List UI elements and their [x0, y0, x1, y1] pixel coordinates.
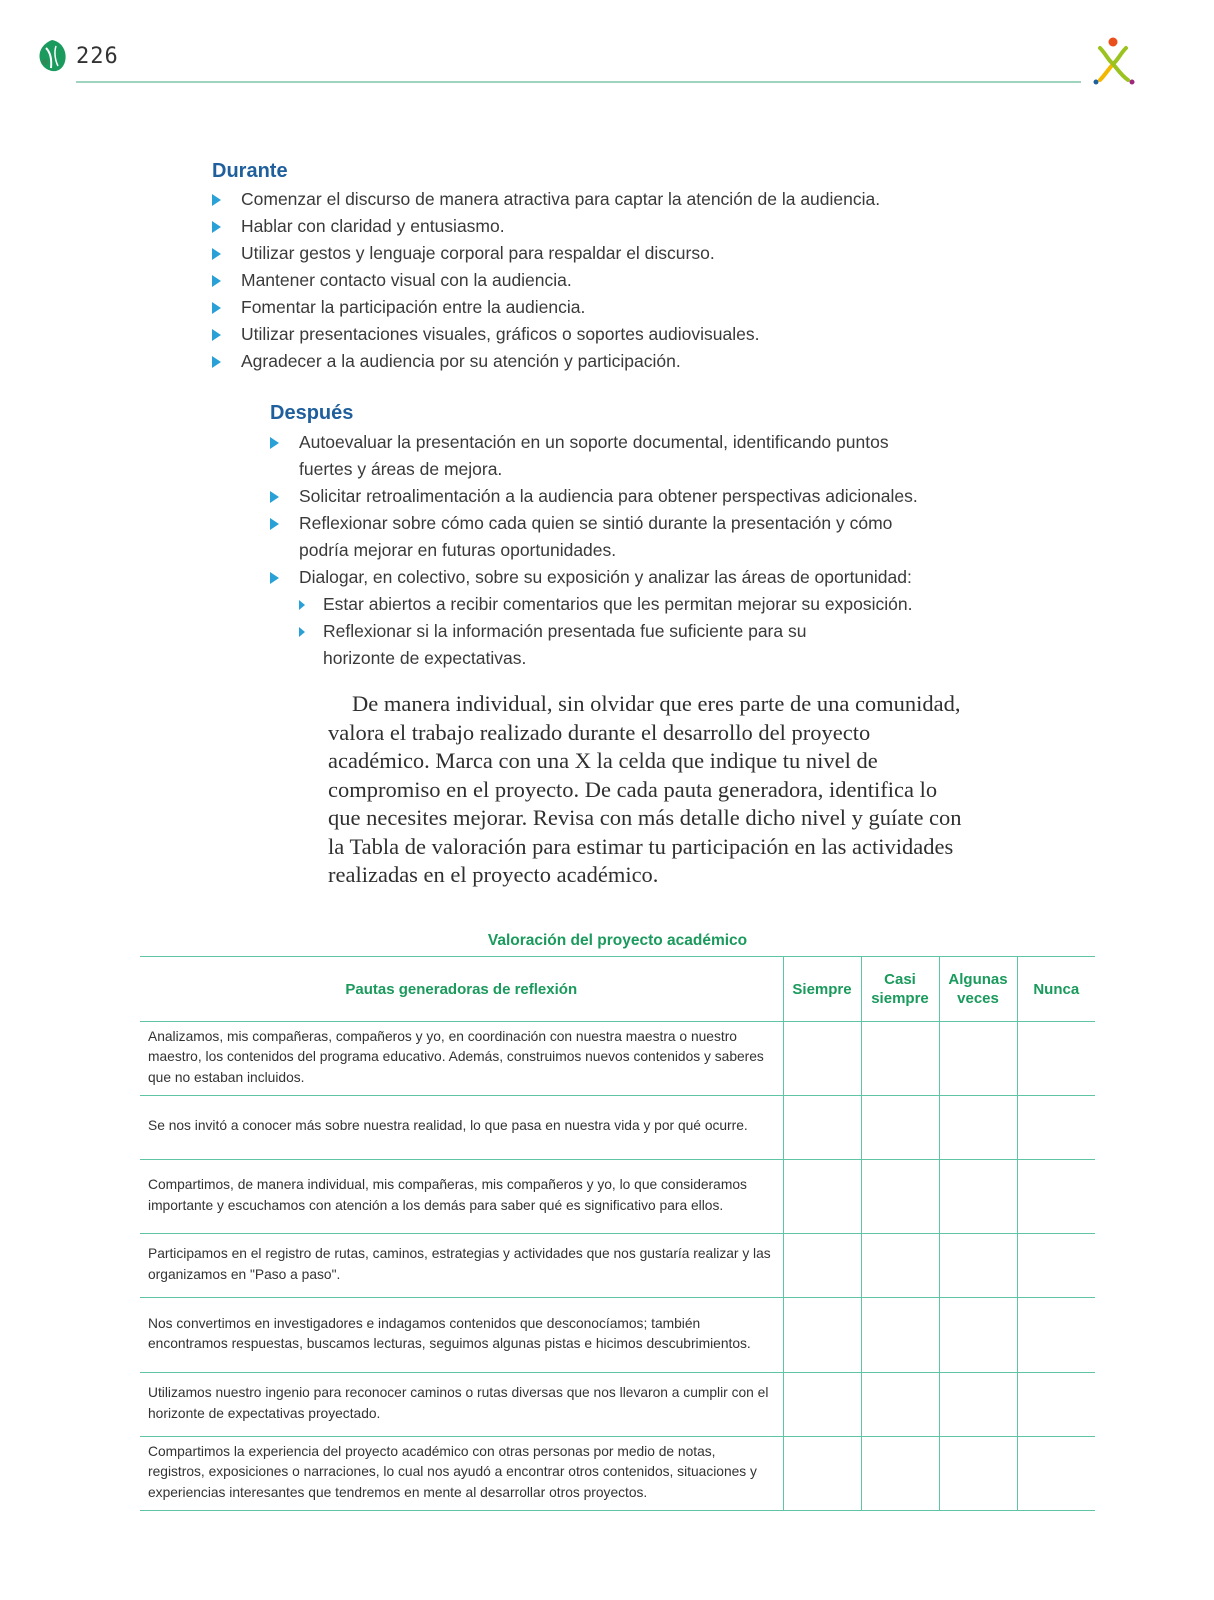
list-item: Reflexionar sobre cómo cada quien se sintió durante la presentación y cómo podría mejorar en futuras oportunidades.: [270, 510, 930, 564]
bullet-icon: [270, 572, 279, 584]
header-divider: [76, 81, 1081, 83]
bullet-icon: [299, 627, 305, 637]
bullet-icon: [212, 302, 221, 314]
table-row: [140, 1096, 1095, 1160]
table-header-row: [140, 957, 1095, 1022]
page-number: 226: [76, 44, 119, 69]
sub-list-item: Estar abiertos a recibir comentarios que les permitan mejorar su exposición.: [299, 591, 930, 618]
list-item: Mantener contacto visual con la audiencia.: [212, 267, 1032, 294]
cell-siempre[interactable]: [783, 1022, 861, 1096]
table-row: [140, 1022, 1095, 1096]
header-pautas: Pautas generadoras de reflexión: [140, 957, 783, 1022]
section-title-durante: Durante: [212, 160, 288, 182]
cell-nunca[interactable]: [1017, 1022, 1095, 1096]
cell-casi-siempre[interactable]: [861, 1160, 939, 1234]
header-algunas-veces: Algunas veces: [939, 957, 1017, 1022]
evaluation-table: [140, 956, 1095, 1511]
cell-algunas-veces[interactable]: [939, 1373, 1017, 1437]
cell-nunca[interactable]: [1017, 1437, 1095, 1511]
logo-icon: [1088, 34, 1138, 86]
list-item: Solicitar retroalimentación a la audiencia para obtener perspectivas adicionales.: [270, 483, 930, 510]
table-row: [140, 1160, 1095, 1234]
cell-algunas-veces[interactable]: [939, 1022, 1017, 1096]
cell-nunca[interactable]: [1017, 1160, 1095, 1234]
table-title: Valoración del proyecto académico: [487, 932, 748, 949]
bullet-icon: [270, 491, 279, 503]
list-item: Hablar con claridad y entusiasmo.: [212, 213, 1032, 240]
section-title-despues: Después: [270, 402, 354, 424]
row-text: Compartimos, de manera individual, mis compañeras, mis compañeros y yo, lo que consideramos importante y escuchamos con atención a los demás para saber qué es significativo para ellos.: [140, 1160, 783, 1234]
bullet-icon: [212, 248, 221, 260]
row-text: Participamos en el registro de rutas, caminos, estrategias y actividades que nos gustaría realizar y las organizamos en "Paso a paso".: [140, 1234, 783, 1298]
list-item: Comenzar el discurso de manera atractiva para captar la atención de la audiencia.: [212, 186, 1032, 213]
cell-casi-siempre[interactable]: [861, 1298, 939, 1373]
sub-list: [299, 591, 930, 672]
bullet-icon: [212, 329, 221, 341]
bullet-icon: [299, 600, 305, 610]
leaf-icon: [36, 38, 68, 74]
cell-casi-siempre[interactable]: [861, 1022, 939, 1096]
cell-siempre[interactable]: [783, 1373, 861, 1437]
cell-casi-siempre[interactable]: [861, 1437, 939, 1511]
durante-list: [212, 186, 1032, 375]
list-item: Utilizar gestos y lenguaje corporal para respaldar el discurso.: [212, 240, 1032, 267]
cell-siempre[interactable]: [783, 1234, 861, 1298]
table-row: [140, 1234, 1095, 1298]
cell-casi-siempre[interactable]: [861, 1234, 939, 1298]
list-item: Agradecer a la audiencia por su atención y participación.: [212, 348, 1032, 375]
table-row: [140, 1298, 1095, 1373]
list-item: Fomentar la participación entre la audiencia.: [212, 294, 1032, 321]
table-row: [140, 1373, 1095, 1437]
cell-nunca[interactable]: [1017, 1373, 1095, 1437]
table-row: [140, 1437, 1095, 1511]
row-text: Se nos invitó a conocer más sobre nuestra realidad, lo que pasa en nuestra vida y por qué ocurre.: [140, 1096, 783, 1160]
row-text: Analizamos, mis compañeras, compañeros y yo, en coordinación con nuestra maestra o nuestro maestro, los contenidos del programa educativo. Además, construimos nuevos contenidos y saberes que no estaban incluidos.: [140, 1022, 783, 1096]
cell-siempre[interactable]: [783, 1298, 861, 1373]
bullet-icon: [212, 356, 221, 368]
cell-siempre[interactable]: [783, 1096, 861, 1160]
row-text: Compartimos la experiencia del proyecto académico con otras personas por medio de notas, registros, exposiciones o narraciones, lo cual nos ayudó a encontrar otros contenidos, situaciones y experiencias interesantes que tendremos en mente al desarrollar otros proyectos.: [140, 1437, 783, 1511]
cell-algunas-veces[interactable]: [939, 1234, 1017, 1298]
despues-list: [270, 429, 930, 672]
list-item: Dialogar, en colectivo, sobre su exposición y analizar las áreas de oportunidad: Estar abiertos a recibir comentarios que les permitan mejorar su exposición. Reflexionar si la información presentada fue suficiente para su horizonte de expectativas.: [270, 564, 930, 672]
row-text: Utilizamos nuestro ingenio para reconocer caminos o rutas diversas que nos llevaron a cumplir con el horizonte de expectativas proyectado.: [140, 1373, 783, 1437]
sub-list-item: Reflexionar si la información presentada fue suficiente para su horizonte de expectativas.: [299, 618, 883, 672]
header-siempre: Siempre: [783, 957, 861, 1022]
list-item: Utilizar presentaciones visuales, gráficos o soportes audiovisuales.: [212, 321, 1032, 348]
cell-casi-siempre[interactable]: [861, 1373, 939, 1437]
cell-siempre[interactable]: [783, 1437, 861, 1511]
cell-nunca[interactable]: [1017, 1234, 1095, 1298]
header-casi-siempre: Casi siempre: [861, 957, 939, 1022]
cell-nunca[interactable]: [1017, 1096, 1095, 1160]
list-item: Autoevaluar la presentación en un soporte documental, identificando puntos fuertes y áreas de mejora.: [270, 429, 930, 483]
bullet-icon: [212, 221, 221, 233]
bullet-icon: [212, 275, 221, 287]
header-nunca: Nunca: [1017, 957, 1095, 1022]
cell-algunas-veces[interactable]: [939, 1298, 1017, 1373]
cell-algunas-veces[interactable]: [939, 1096, 1017, 1160]
instruction-paragraph: De manera individual, sin olvidar que eres parte de una comunidad, valora el trabajo realizado durante el desarrollo del proyecto académico. Marca con una X la celda que indique tu nivel de compromiso en el proyecto. De cada pauta generadora, identifica lo que necesites mejorar. Revisa con más detalle dicho nivel y guíate con la Tabla de valoración para estimar tu participación en las actividades realizadas en el proyecto académico.: [328, 691, 962, 887]
bullet-icon: [270, 437, 279, 449]
cell-algunas-veces[interactable]: [939, 1437, 1017, 1511]
cell-nunca[interactable]: [1017, 1298, 1095, 1373]
bullet-icon: [212, 194, 221, 206]
cell-algunas-veces[interactable]: [939, 1160, 1017, 1234]
bullet-icon: [270, 518, 279, 530]
row-text: Nos convertimos en investigadores e indagamos contenidos que desconocíamos; también encontramos respuestas, buscamos lecturas, seguimos algunas pistas e hicimos descubrimientos.: [140, 1298, 783, 1373]
cell-siempre[interactable]: [783, 1160, 861, 1234]
cell-casi-siempre[interactable]: [861, 1096, 939, 1160]
